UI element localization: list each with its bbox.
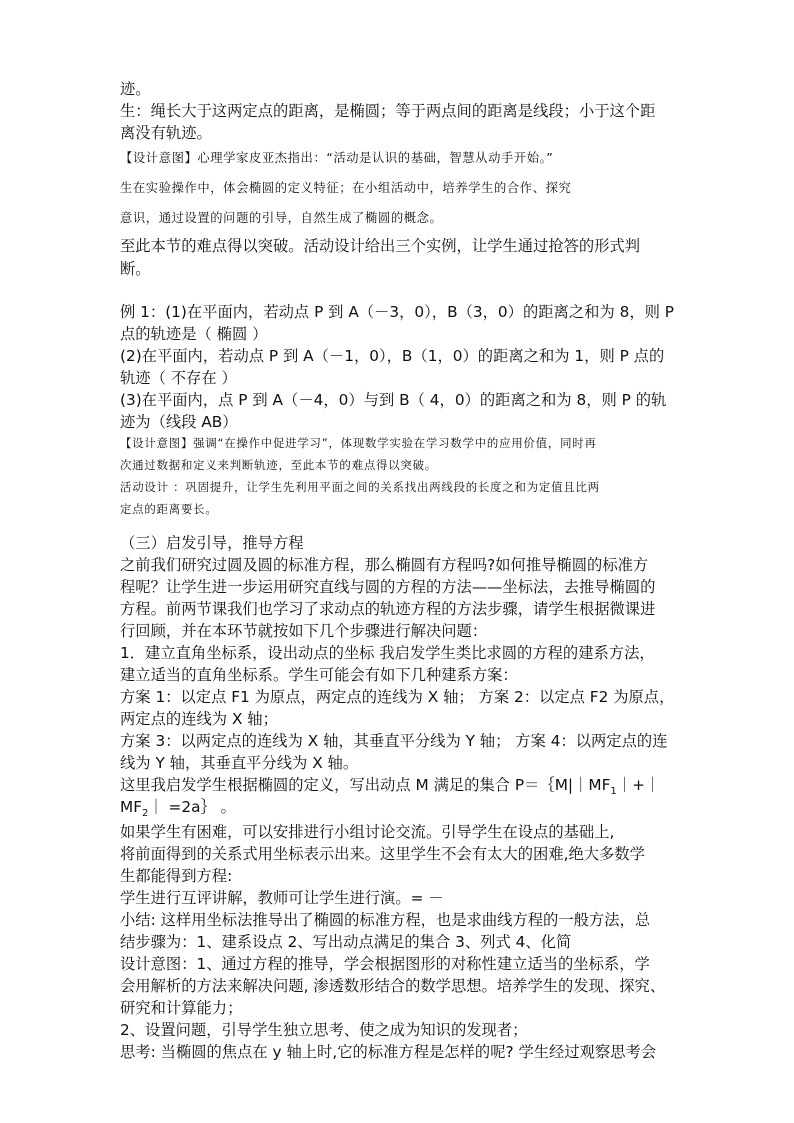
text-line: 之前我们研究过圆及圆的标准方程，那么椭圆有方程吗?如何推导椭圆的标准方 (120, 556, 649, 574)
text-line: 生都能得到方程: (120, 867, 233, 885)
text-line: 2、设置问题，引导学生独立思考、使之成为知识的发现者； (120, 1021, 528, 1039)
text-line: 意识，通过设置的问题的引导，自然生成了椭圆的概念。 (120, 211, 443, 225)
text-line: 研究和计算能力； (120, 999, 243, 1017)
text-line: 1．建立直角坐标系，设出动点的坐标 我启发学生类比求圆的方程的建系方法， (120, 644, 655, 662)
text-line: 如果学生有困难，可以安排进行小组讨论交流。引导学生在设点的基础上, (120, 823, 615, 841)
text-line: 将前面得到的关系式用坐标表示出来。这里学生不会有太大的困难,绝大多数学 (120, 845, 645, 863)
example-line: (3)在平面内，点 P 到 A（－4，0）与到 B（ 4，0）的距离之和为 8，则 P 的轨 (120, 391, 667, 409)
text-line: 至此本节的难点得以突破。活动设计给出三个实例，让学生通过抢答的形式判 (120, 237, 641, 255)
section-heading: （三）启发引导，推导方程 (120, 534, 304, 552)
text-line: 断。 (120, 260, 151, 278)
text-line: 设计意图：1、通过方程的推导，学会根据图形的对称性建立适当的坐标系，学 (120, 955, 650, 973)
activity-line: 活动设计 ：巩固提升，让学生先利用平面之间的关系找出两线段的长度之和为定值且比两 (120, 480, 600, 494)
text-line: 两定点的连线为 X 轴； (120, 710, 278, 728)
text-line: 程呢？让学生进一步运用研究直线与圆的方程的方法——坐标法，去推导椭圆的 (120, 578, 656, 596)
example-line: 例 1：(1)在平面内，若动点 P 到 A（－3，0），B（3，0）的距离之和为 8，则 P (120, 303, 675, 321)
subscript: 1 (610, 786, 617, 797)
text-line: 学生进行互评讲解，教师可让学生进行演。= － (120, 889, 444, 907)
text-line: 离没有轨迹。 (120, 124, 212, 142)
example-line: (2)在平面内，若动点 P 到 A（－1，0），B（1，0）的距离之和为 1，则 P 点的 (120, 347, 665, 365)
formula-text: ｜ =2a｝ 。 (148, 798, 236, 816)
formula-text: 这里我启发学生根据椭圆的定义，写出动点 M 满足的集合 P＝｛M|｜MF (120, 776, 611, 794)
text-line: 生在实验操作中，体会椭圆的定义特征；在小组活动中，培养学生的合作、探究 (120, 181, 572, 195)
text-line: 行回顾，并在本环节就按如下几个步骤进行解决问题： (120, 622, 488, 640)
formula-text: MF (120, 798, 142, 816)
text-line: 线为 Y 轴，其垂直平分线为 X 轴。 (120, 754, 359, 772)
text-line: 会用解析的方法来解决问题, 渗透数形结合的数学思想。培养学生的发现、探究、 (120, 977, 666, 995)
text-line: 结步骤为：1、建系设点 2、写出动点满足的集合 3、列式 4、化简 (120, 933, 572, 951)
text-line: 方案 1：以定点 F1 为原点，两定点的连线为 X 轴； 方案 2：以定点 F2 为原点， (120, 688, 675, 706)
example-line: 点的轨迹是（ 椭圆 ） (120, 325, 268, 343)
design-intent-line: 【设计意图】心理学家皮亚杰指出：“活动是认识的基础，智慧从动手开始。” (120, 151, 554, 165)
design-intent-line: 【设计意图】强调“在操作中促进学习”，体现数学实验在学习数学中的应用价值，同时再 (120, 436, 597, 450)
text-line: 小结: 这样用坐标法推导出了椭圆的标准方程，也是求曲线方程的一般方法，总 (120, 911, 651, 929)
example-line: 轨迹（ 不存在 ） (120, 369, 237, 387)
text-line: 生：绳长大于这两定点的距离，是椭圆；等于两点间的距离是线段；小于这个距 (120, 102, 656, 120)
text-line: 建立适当的直角坐标系。学生可能会有如下几种建系方案： (120, 666, 518, 684)
formula-line (120, 796, 236, 821)
text-line: 迹。 (120, 80, 151, 98)
text-line: 定点的距离要长。 (120, 502, 218, 516)
text-line: 次通过数据和定义来判断轨迹，至此本节的难点得以突破。 (120, 458, 437, 472)
formula-text: ｜+｜ (616, 776, 661, 794)
text-line: 思考: 当椭圆的焦点在 y 轴上时,它的标准方程是怎样的呢? 学生经过观察思考会 (120, 1043, 657, 1061)
text-line: 方案 3：以两定点的连线为 X 轴，其垂直平分线为 Y 轴； 方案 4：以两定点的连 (120, 732, 668, 750)
example-line: 迹为（线段 AB） (120, 413, 238, 431)
subscript: 2 (142, 808, 149, 819)
text-line: 方程。前两节课我们也学习了求动点的轨迹方程的方法步骤，请学生根据微课进 (120, 600, 656, 618)
